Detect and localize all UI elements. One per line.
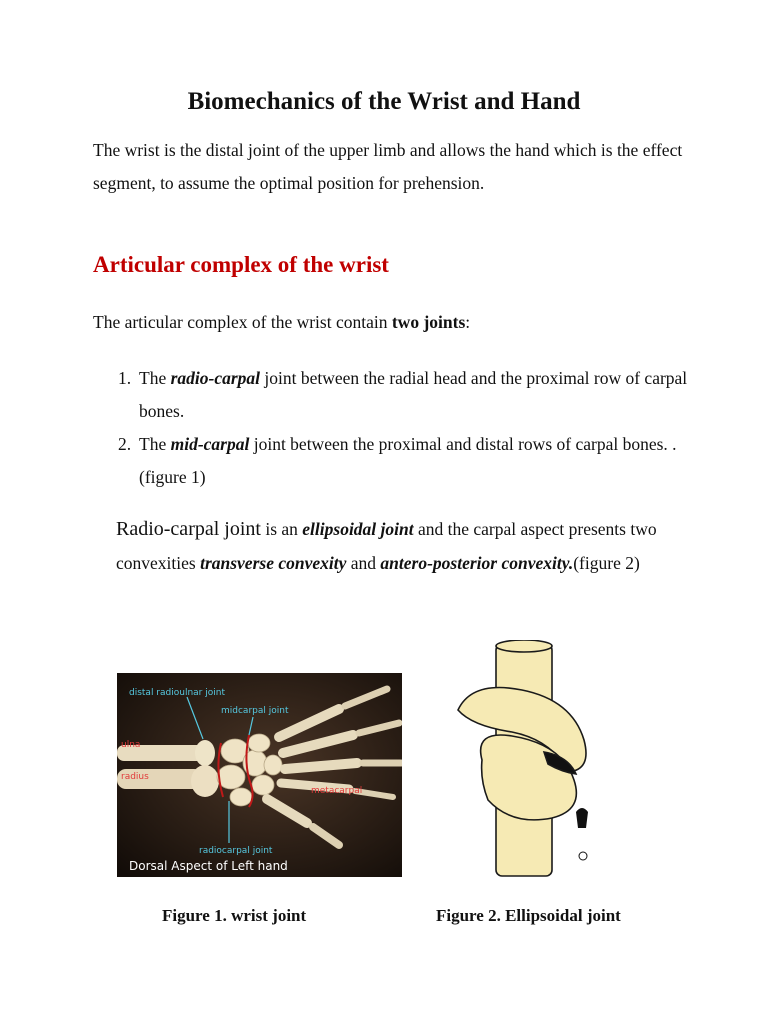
radius-label: radius — [121, 772, 149, 782]
figure1-caption: Figure 1. wrist joint — [162, 906, 307, 925]
metacarpal-label: metacarpal — [311, 786, 363, 796]
list-number: 2. — [118, 434, 132, 454]
list-number: 1. — [118, 368, 132, 388]
intro-paragraph: The wrist is the distal joint of the upper limb and allows the hand which is the effect segment, to assume the optimal position for prehension. — [93, 140, 683, 193]
lead-paragraph — [93, 312, 470, 333]
transverse-term: transverse convexity — [200, 553, 347, 573]
ellipsoidal-term: ellipsoidal joint — [302, 519, 414, 539]
para-text-1: is an — [260, 519, 303, 539]
para-text-3: and — [346, 553, 381, 573]
list-item — [118, 362, 698, 428]
radio-carpal-term: Radio-carpal joint — [116, 518, 261, 540]
ellipsoidal-drawing — [458, 640, 586, 876]
section-heading: Articular complex of the wrist — [93, 252, 389, 277]
joint-term: radio-carpal — [170, 368, 261, 388]
lead-suffix: : — [465, 312, 471, 332]
list-text-pre: The — [139, 434, 171, 454]
ellipsoidal-joint-figure — [452, 640, 602, 880]
aspect-label: Dorsal Aspect of Left hand — [129, 859, 288, 873]
wrist-joint-figure — [117, 673, 402, 877]
list-text-post: joint between the radial head and the proximal row of carpal bones. — [139, 368, 688, 421]
figure2-caption: Figure 2. Ellipsoidal joint — [436, 906, 621, 925]
logo-mark — [576, 808, 588, 860]
radiocarpal-label: radiocarpal joint — [199, 846, 273, 856]
lead-prefix: The articular complex of the wrist contain — [93, 312, 392, 332]
joint-term: mid-carpal — [170, 434, 250, 454]
ulna-head — [195, 740, 215, 766]
radio-carpal-paragraph — [116, 512, 676, 580]
joints-list — [118, 362, 698, 494]
list-item — [118, 428, 698, 494]
antero-posterior-term: antero-posterior convexity. — [380, 553, 574, 573]
distal-radioulnar-label: distal radioulnar joint — [129, 688, 225, 698]
shaft-top — [496, 640, 552, 652]
page-title: Biomechanics of the Wrist and Hand — [187, 88, 581, 115]
radius-head — [191, 765, 219, 797]
lead-bold: two joints — [391, 312, 466, 332]
para-text-4: (figure 2) — [573, 553, 640, 573]
para-text-2: and the carpal aspect presents two convexities — [116, 519, 657, 573]
midcarpal-label: midcarpal joint — [221, 706, 289, 716]
list-text-post: joint between the proximal and distal rows of carpal bones. .(figure 1) — [139, 434, 677, 487]
list-text-pre: The — [139, 368, 171, 388]
ulna-label: ulna — [121, 740, 141, 750]
